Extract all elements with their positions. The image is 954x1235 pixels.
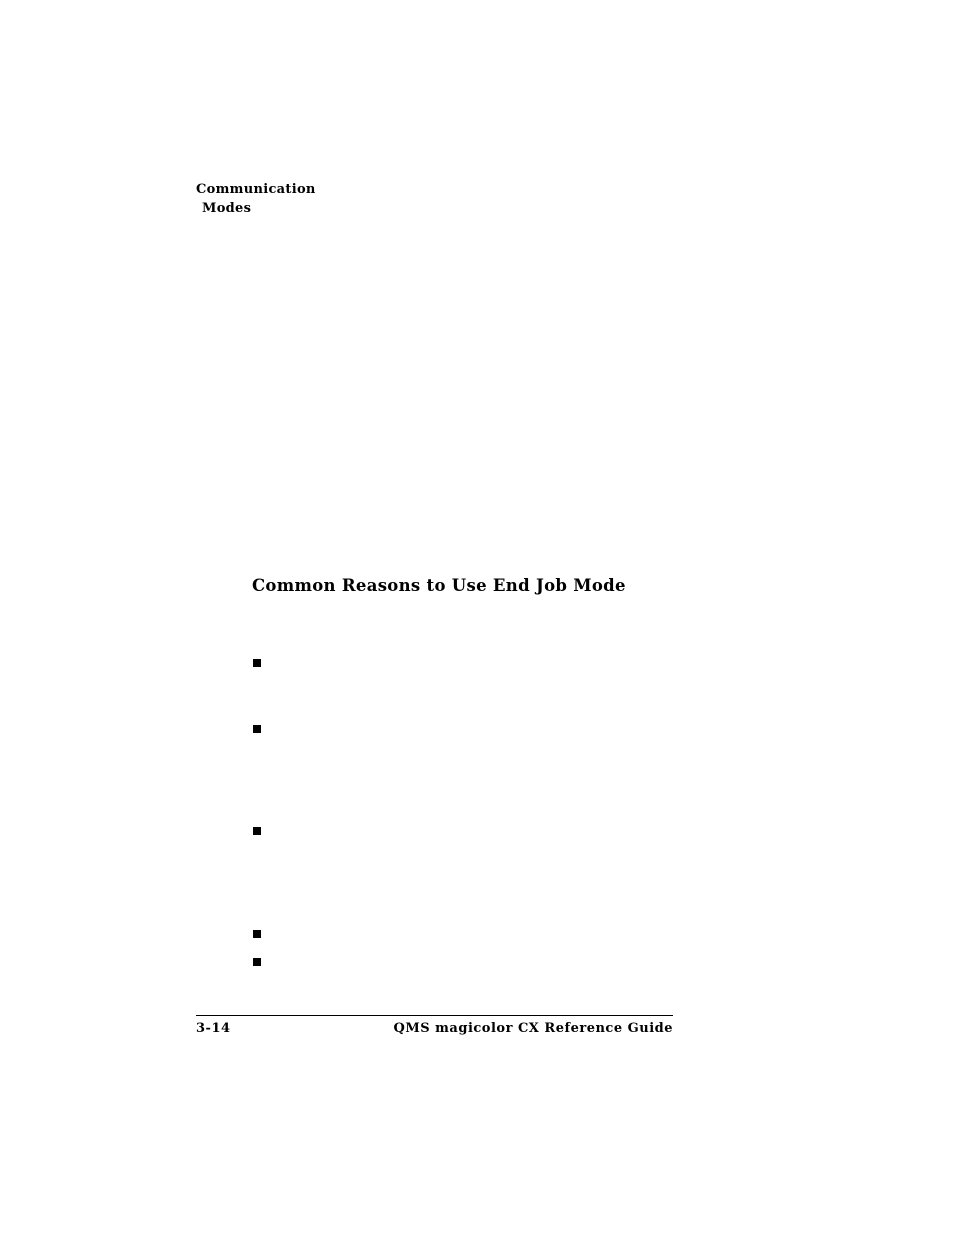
sidehead-line-2: Modes xyxy=(202,201,252,216)
footer-rule xyxy=(196,1015,673,1016)
section-heading: Common Reasons to Use End Job Mode xyxy=(252,576,626,595)
section-sidehead xyxy=(196,180,316,218)
sidehead-line-1: Communication xyxy=(196,182,316,197)
document-title: QMS magicolor CX Reference Guide xyxy=(393,1021,673,1036)
bullet-icon xyxy=(253,725,261,733)
bullet-icon xyxy=(253,930,261,938)
bullet-icon xyxy=(253,827,261,835)
bullet-icon xyxy=(253,958,261,966)
bullet-icon xyxy=(253,659,261,667)
page-number: 3-14 xyxy=(196,1021,231,1036)
